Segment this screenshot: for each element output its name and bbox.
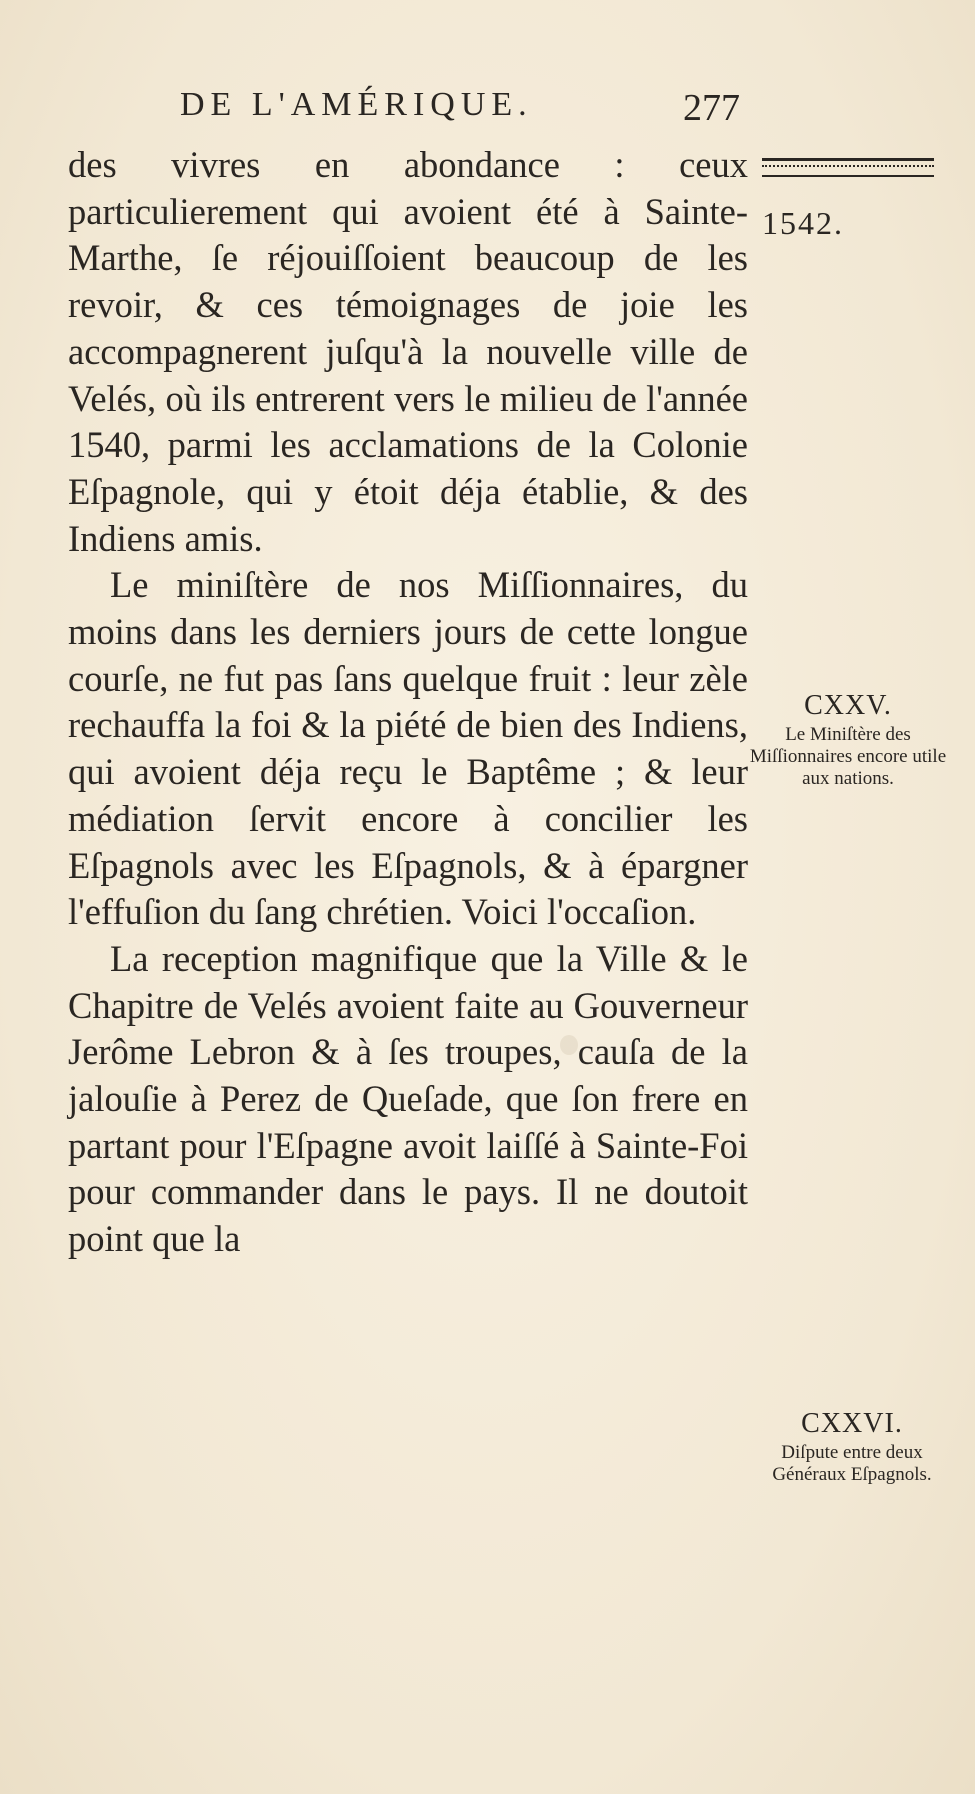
running-head: DE L'AMÉRIQUE.: [180, 86, 533, 123]
paragraph-3: La reception magnifique que la Ville & le Chapitre de Velés avoient faite au Gouverneur Jerôme Lebron & à ſes troupes, cauſa de la jalouſie à Perez de Queſade, que ſon frere en partant pour l'Eſpagne avoit laiſſé à Sainte-Foi pour commander dans le pays. Il ne doutoit point que la: [68, 937, 748, 1260]
margin-year: 1542.: [762, 205, 844, 241]
body-text: [68, 142, 748, 1263]
side-note-cxxv: [748, 690, 948, 790]
side-note-text: Diſpute entre deux Généraux Eſpagnols.: [772, 1442, 932, 1485]
page-number: 277: [683, 87, 740, 129]
paragraph-1: des vivres en abondance : ceux particulierement qui avoient été à Sainte-Marthe, ſe réjouiſſoient beaucoup de les revoir, & ces témoignages de joie les accompagnerent juſqu'à la nouvelle ville de Velés, où ils entrerent vers le milieu de l'année 1540, parmi les acclamations de la Colonie Eſpagnole, qui y étoit déja établie, & des Indiens amis.: [68, 144, 748, 559]
paragraph-2: Le miniſtère de nos Miſſionnaires, du moins dans les derniers jours de cette longue courſe, ne fut pas ſans quelque fruit : leur zèle rechauffa la foi & la piété de bien des Indiens, qui avoient déja reçu le Baptême ; & leur médiation ſervit encore à concilier les Eſpagnols avec les Eſpagnols, & à épargner l'effuſion du ſang chrétien. Voici l'occaſion.: [68, 564, 748, 933]
side-note-number: CXXVI.: [801, 1408, 903, 1439]
page-header: [180, 86, 740, 136]
paper-stain: [560, 1035, 578, 1055]
side-note-number: CXXV.: [804, 690, 892, 721]
side-note-cxxvi: [752, 1408, 952, 1486]
side-note-text: Le Miniſtère des Miſſionnaires encore utile aux nations.: [749, 724, 947, 789]
ornamental-rule: [762, 158, 934, 177]
